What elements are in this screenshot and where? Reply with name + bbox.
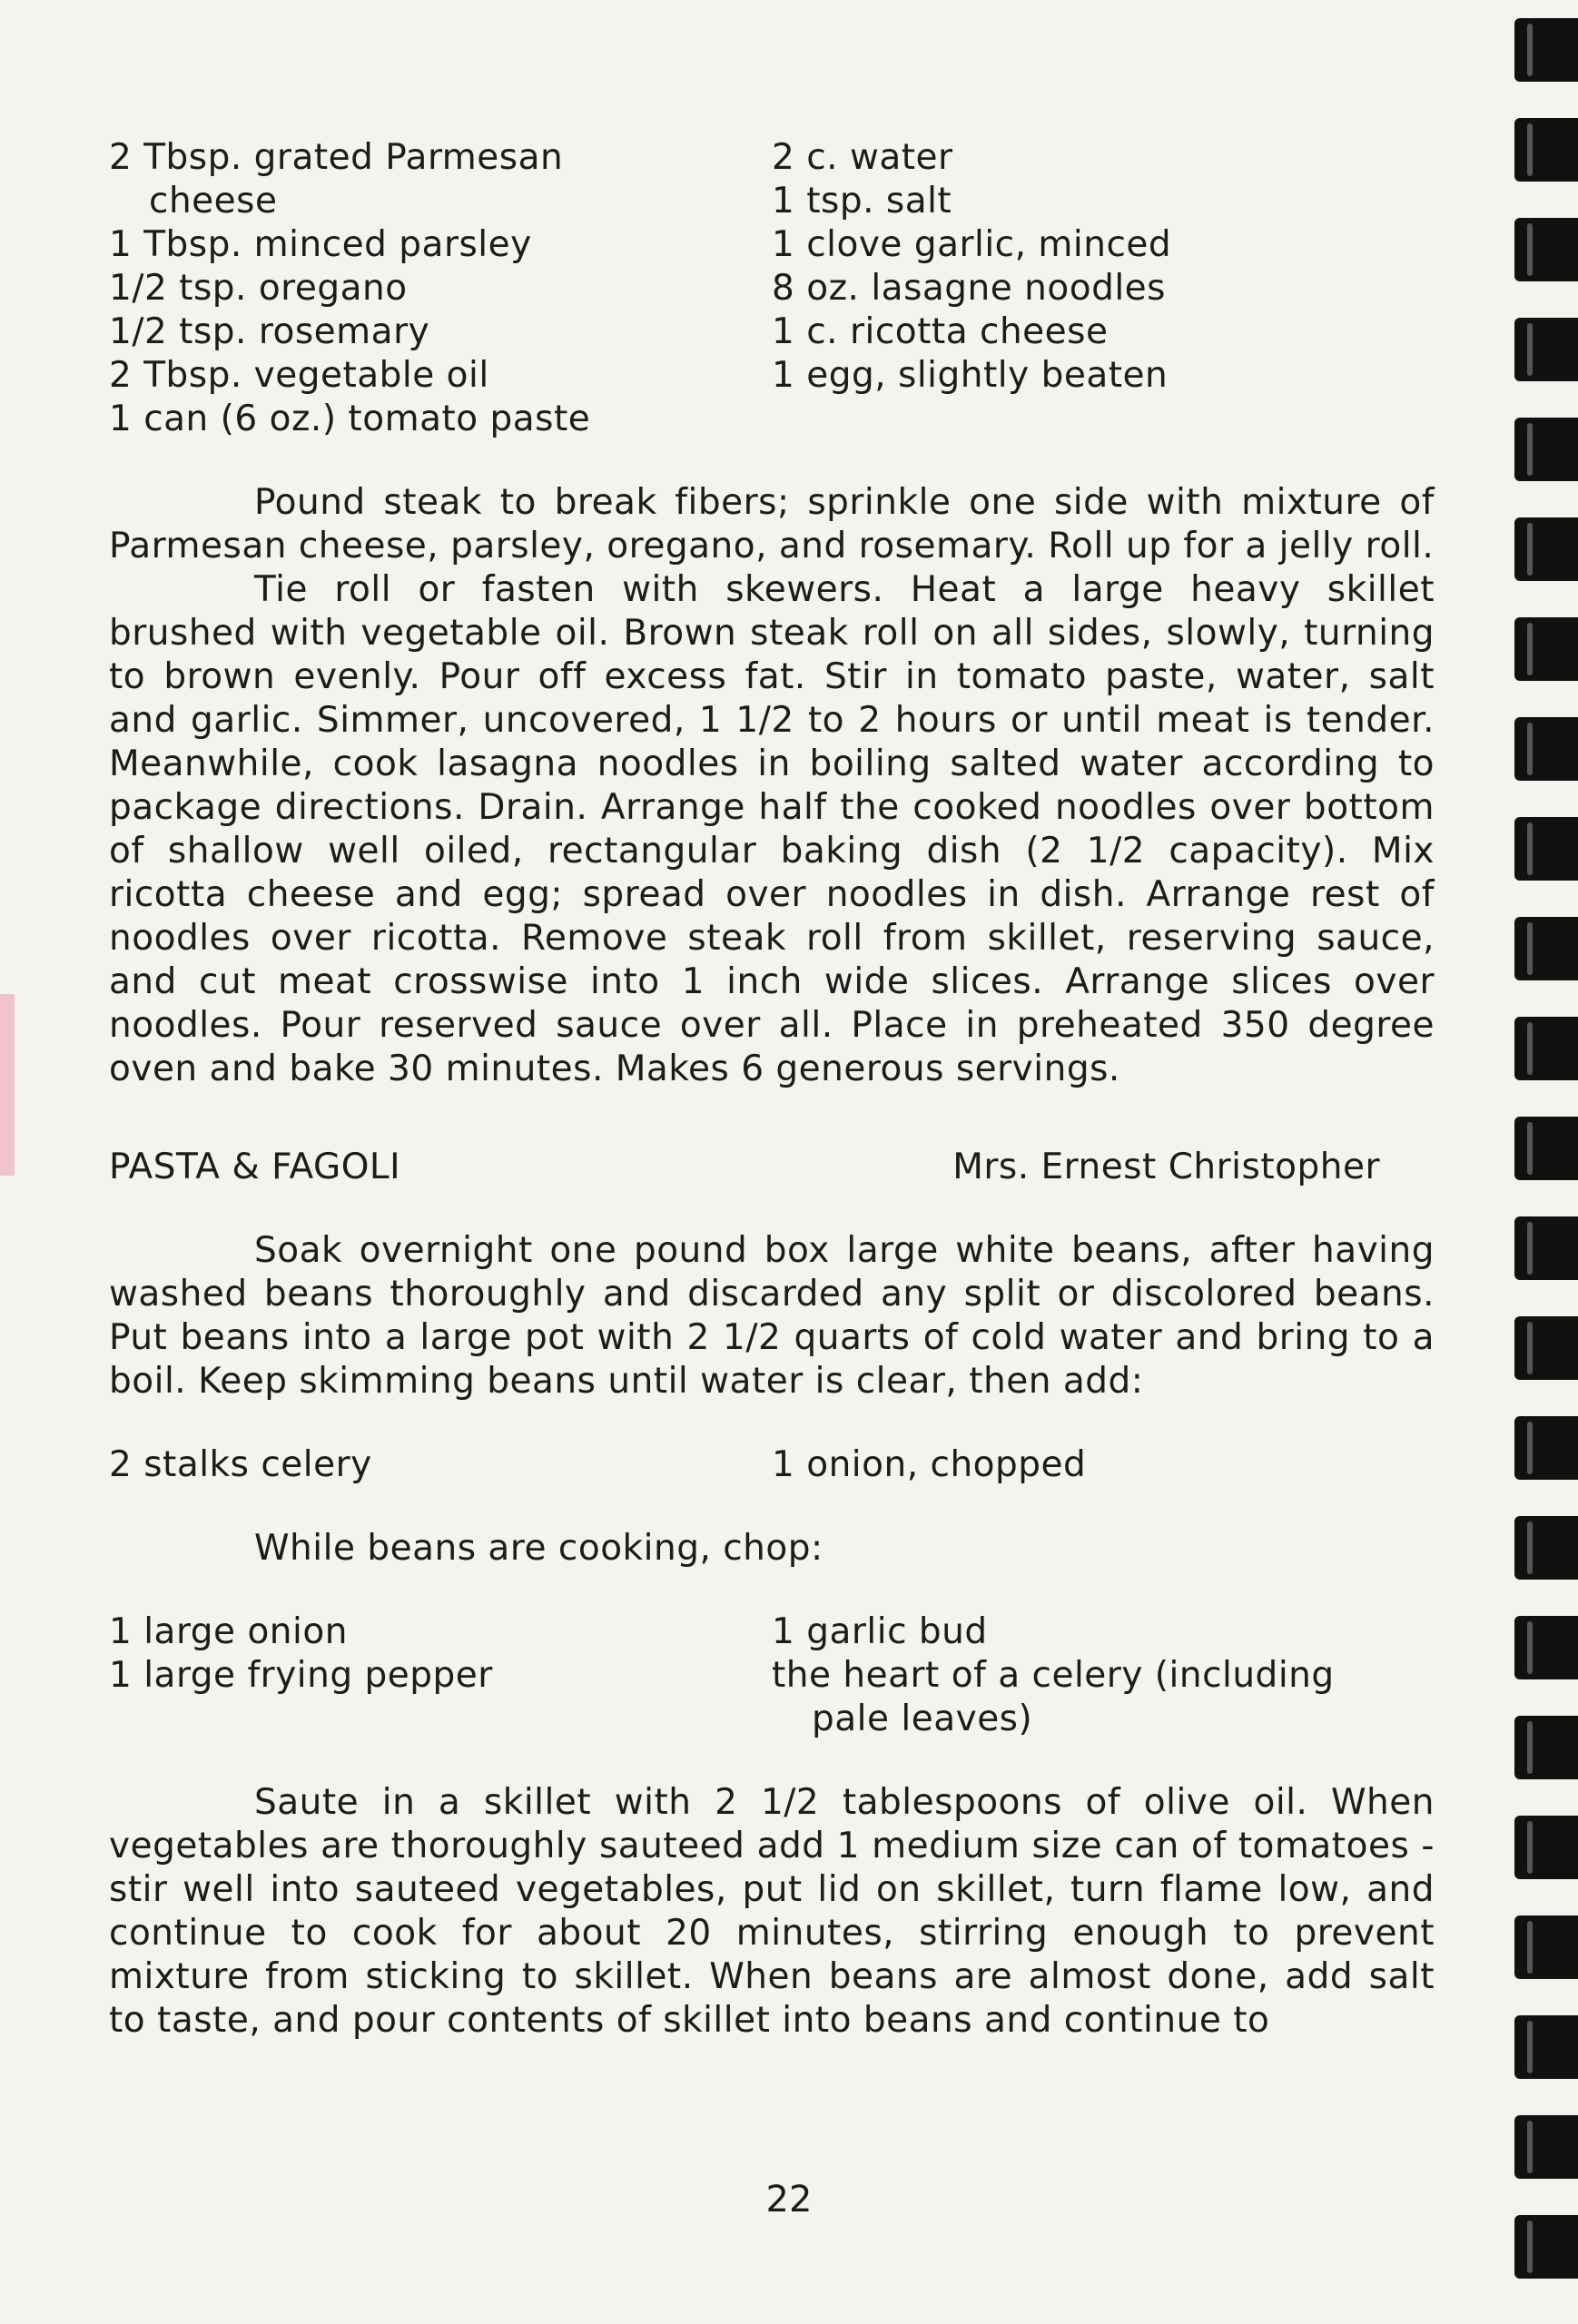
ingredient-line: cheese (149, 181, 278, 222)
binding-ring (1514, 617, 1578, 681)
binding-ring (1514, 717, 1578, 781)
binding-ring (1514, 517, 1578, 581)
ingredient-line: 1 egg, slightly beaten (772, 355, 1169, 396)
binding-ring (1514, 2115, 1578, 2179)
ingredient-line: 8 oz. lasagne noodles (772, 268, 1166, 309)
ingredient-line: 2 Tbsp. vegetable oil (109, 355, 489, 396)
binding-ring (1514, 1316, 1578, 1380)
recipe-heading (109, 1146, 1435, 1189)
binding-ring (1514, 218, 1578, 281)
recipe2-paragraph-2: Saute in a skillet with 2 1/2 tablespoons of olive oil. When vegetables are thoroughly sauteed add 1 medium size can of tomatoes - stir well into sauteed vegetables, put lid on skillet, turn flame low, and continue to cook for about 20 minutes, stirring enough to prevent mixture from sticking to skillet. When beans are almost done, add salt to taste, and pour contents of skillet into beans and continue to (109, 1782, 1435, 2041)
add-ingredients (109, 1443, 1435, 1487)
chop-item-continued: pale leaves) (812, 1699, 1033, 1739)
binding-ring (1514, 418, 1578, 481)
chop-right (772, 1610, 1435, 1741)
binding-ring (1514, 318, 1578, 381)
ingredient-line: 1 tsp. salt (772, 181, 952, 222)
recipe-title: PASTA & FAGOLI (109, 1147, 401, 1187)
binding-ring (1514, 18, 1578, 82)
binding-ring (1514, 1516, 1578, 1580)
ingredients-left (109, 136, 772, 441)
binding-ring (1514, 1416, 1578, 1480)
pink-tab-mark (0, 994, 15, 1176)
add-ingredient-right: 1 onion, chopped (772, 1444, 1087, 1485)
ingredient-line: 1/2 tsp. oregano (109, 268, 408, 309)
page-number: 22 (765, 2179, 813, 2221)
recipe-author: Mrs. Ernest Christopher (952, 1147, 1380, 1187)
instruction-paragraph-2: Tie roll or fasten with skewers. Heat a large heavy skillet brushed with vegetable oil. Brown steak roll on all sides, slowly, turning to brown evenly. Pour off excess fat. Stir in tomato paste, water, salt and garlic. Simmer, uncovered, 1 1/2 to 2 hours or until meat is tender. Meanwhile, cook lasagna noodles in boiling salted water according to package directions. Drain. Arrange half the cooked noodles over bottom of shallow well oiled, rectangular baking dish (2 1/2 capacity). Mix ricotta cheese and egg; spread over noodles in dish. Arrange rest of noodles over ricotta. Remove steak roll from skillet, reserving sauce, and cut meat crosswise into 1 inch wide slices. Arrange slices over noodles. Pour reserved sauce over all. Place in preheated 350 degree oven and bake 30 minutes. Makes 6 generous servings. (109, 569, 1435, 1089)
ingredient-columns (109, 136, 1435, 441)
binding-ring (1514, 2215, 1578, 2279)
ingredient-line: 1/2 tsp. rosemary (109, 311, 430, 352)
binding-ring (1514, 2015, 1578, 2079)
ingredient-line: 1 clove garlic, minced (772, 224, 1172, 265)
binding-ring (1514, 1117, 1578, 1180)
chop-item: 1 large onion (109, 1611, 348, 1652)
chop-item: 1 large frying pepper (109, 1655, 493, 1696)
while-line: While beans are cooking, chop: (254, 1528, 824, 1569)
chop-ingredients (109, 1610, 1435, 1741)
binding-ring (1514, 1017, 1578, 1080)
chop-left (109, 1610, 772, 1741)
ingredient-line: 2 Tbsp. grated Parmesan (109, 137, 564, 178)
binding-ring (1514, 817, 1578, 881)
recipe2-paragraph-1: Soak overnight one pound box large white beans, after having washed beans thoroughly and discarded any split or discolored beans. Put beans into a large pot with 2 1/2 quarts of cold water and bring to a boil. Keep skimming beans until water is clear, then add: (109, 1230, 1435, 1402)
ingredients-right (772, 136, 1435, 441)
binding-ring (1514, 917, 1578, 980)
binding-ring (1514, 1915, 1578, 1979)
ingredient-line: 1 can (6 oz.) tomato paste (109, 399, 591, 439)
binding-ring (1514, 1616, 1578, 1679)
ingredient-line: 1 Tbsp. minced parsley (109, 224, 532, 265)
binding-ring (1514, 1816, 1578, 1879)
instruction-paragraph-1: Pound steak to break fibers; sprinkle one side with mixture of Parmesan cheese, parsley, oregano, and rosemary. Roll up for a jelly roll. (109, 482, 1435, 566)
binding-ring (1514, 118, 1578, 182)
binding-ring (1514, 1216, 1578, 1280)
add-ingredient-left: 2 stalks celery (109, 1444, 372, 1485)
chop-item: the heart of a celery (including (772, 1655, 1335, 1696)
spiral-binding (1507, 0, 1578, 2324)
chop-item: 1 garlic bud (772, 1611, 988, 1652)
ingredient-line: 1 c. ricotta cheese (772, 311, 1109, 352)
ingredient-line: 2 c. water (772, 137, 953, 178)
binding-ring (1514, 1716, 1578, 1779)
page-text (109, 136, 1435, 2043)
